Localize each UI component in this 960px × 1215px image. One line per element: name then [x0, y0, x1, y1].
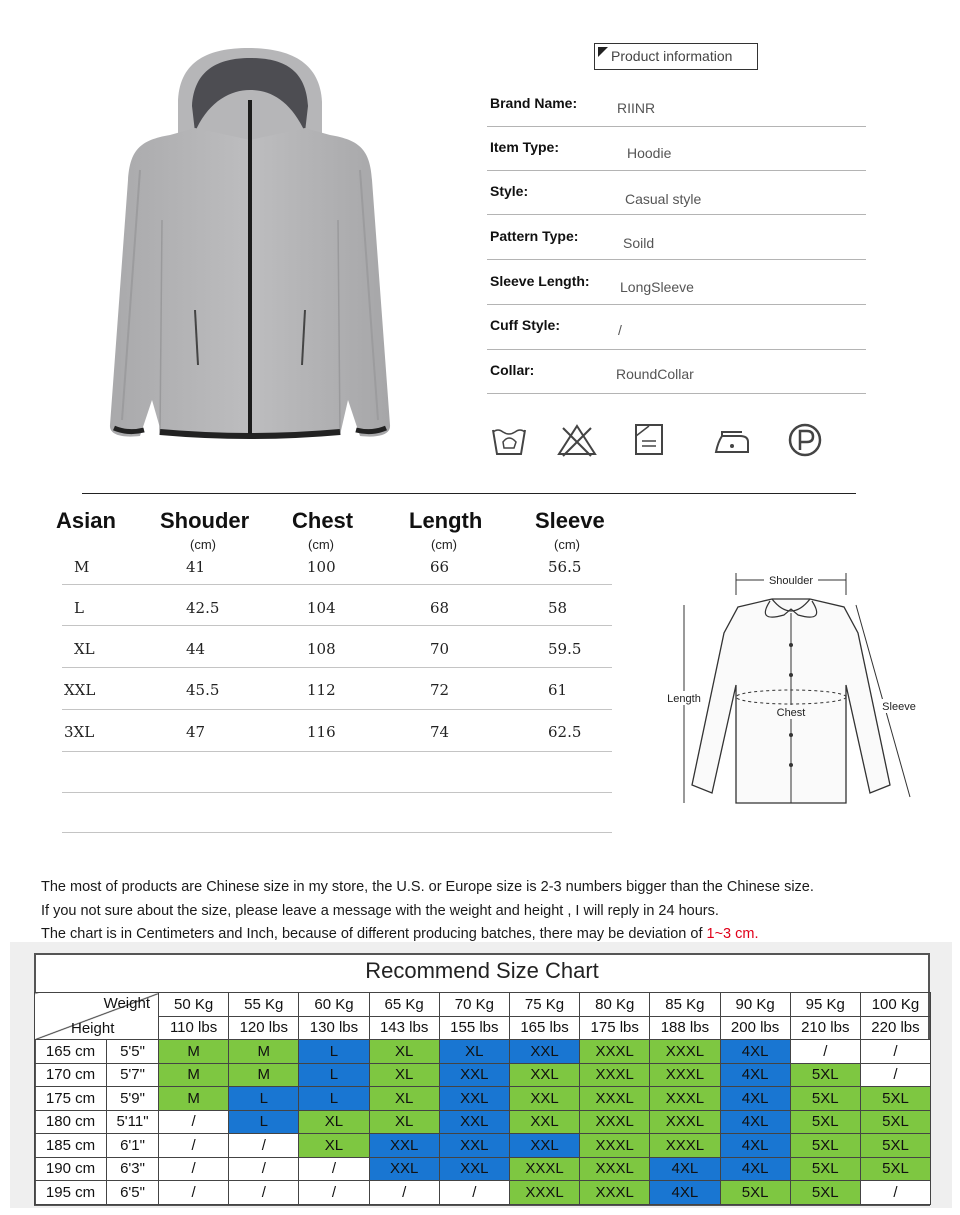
weight-kg-cell: 75 Kg: [509, 993, 579, 1017]
recommended-size-cell: XXL: [509, 1134, 579, 1158]
chest-label: Chest: [776, 707, 806, 719]
recommended-size-cell: XXXL: [650, 1110, 720, 1134]
size-value-cell: 41: [186, 558, 206, 576]
note-deviation-range: 1~3 cm.: [706, 926, 759, 942]
weight-lbs-cell: 210 lbs: [790, 1016, 860, 1040]
col-header-shoulder: Shouder: [160, 508, 250, 533]
note-size-difference: The most of products are Chinese size in my store, the U.S. or Europe size is 2-3 numbers bigger than the Chinese size.: [41, 879, 814, 895]
recommended-size-cell: XXXL: [650, 1063, 720, 1087]
recommended-size-cell: M: [229, 1040, 299, 1064]
height-cm-cell: 165 cm: [35, 1040, 107, 1064]
professional-clean-icon: [786, 422, 826, 458]
info-key: Collar:: [490, 362, 535, 378]
info-value: Hoodie: [627, 145, 672, 161]
recommended-size-cell: 4XL: [720, 1063, 790, 1087]
weight-kg-cell: 95 Kg: [790, 993, 860, 1017]
weight-lbs-cell: 155 lbs: [439, 1016, 509, 1040]
recommended-size-cell: L: [229, 1087, 299, 1111]
recommended-size-cell: /: [299, 1181, 369, 1205]
col-header-sleeve: Sleeve: [535, 508, 605, 533]
size-label-cell: XL: [74, 640, 95, 658]
info-value: /: [618, 322, 622, 338]
recommended-size-cell: XXXL: [580, 1134, 650, 1158]
info-value: Soild: [623, 235, 655, 251]
recommended-size-cell: 5XL: [860, 1087, 930, 1111]
weight-height-corner: [35, 993, 159, 1040]
recommended-size-cell: XL: [369, 1110, 439, 1134]
size-label-cell: XXL: [64, 681, 96, 699]
tumble-dry-icon: [631, 422, 671, 458]
info-key: Style:: [490, 183, 529, 199]
sleeve-label: Sleeve: [882, 701, 916, 713]
recommended-size-cell: 5XL: [860, 1134, 930, 1158]
info-value: Casual style: [625, 191, 702, 207]
info-row-pattern: [487, 216, 866, 260]
height-row: [35, 1110, 931, 1134]
recommended-size-cell: 5XL: [790, 1134, 860, 1158]
recommended-size-cell: XL: [439, 1040, 509, 1064]
recommended-size-cell: XXXL: [580, 1157, 650, 1181]
iron-icon: [712, 422, 752, 458]
weight-lbs-cell: 130 lbs: [299, 1016, 369, 1040]
hoodie-product-image: [100, 40, 400, 450]
info-value: RoundCollar: [616, 366, 694, 382]
recommended-size-cell: XXXL: [580, 1040, 650, 1064]
recommended-size-cell: 4XL: [650, 1181, 720, 1205]
recommended-size-cell: 4XL: [720, 1134, 790, 1158]
weight-kg-cell: 80 Kg: [580, 993, 650, 1017]
height-cm-cell: 185 cm: [35, 1134, 107, 1158]
weight-kg-row: [35, 993, 931, 1017]
info-value: RIINR: [617, 100, 656, 116]
info-key: Brand Name:: [490, 95, 578, 111]
recommended-size-cell: XXL: [439, 1134, 509, 1158]
info-row-style: [487, 171, 866, 215]
size-value-cell: 56.5: [548, 558, 582, 576]
recommended-size-cell: /: [159, 1157, 229, 1181]
height-ft-cell: 5'11": [107, 1110, 159, 1134]
weight-lbs-cell: 220 lbs: [860, 1016, 930, 1040]
recommended-size-cell: XXL: [509, 1063, 579, 1087]
height-cm-cell: 195 cm: [35, 1181, 107, 1205]
col-header-length: Length: [409, 508, 483, 533]
weight-lbs-cell: 110 lbs: [159, 1016, 229, 1040]
recommended-size-cell: 4XL: [720, 1040, 790, 1064]
weight-lbs-cell: 165 lbs: [509, 1016, 579, 1040]
recommended-size-cell: M: [159, 1087, 229, 1111]
weight-kg-cell: 70 Kg: [439, 993, 509, 1017]
recommended-size-cell: 4XL: [720, 1157, 790, 1181]
weight-lbs-cell: 188 lbs: [650, 1016, 720, 1040]
product-information-header: Product information: [594, 43, 758, 70]
recommended-size-cell: L: [299, 1040, 369, 1064]
size-value-cell: 108: [307, 640, 336, 658]
shoulder-label: Shoulder: [768, 575, 814, 587]
recommended-size-cell: M: [159, 1063, 229, 1087]
table-rule: [62, 667, 612, 668]
no-bleach-icon: [557, 422, 597, 458]
info-row-item-type: [487, 127, 866, 171]
info-key: Pattern Type:: [490, 228, 579, 244]
weight-lbs-cell: 143 lbs: [369, 1016, 439, 1040]
recommended-size-cell: XL: [369, 1040, 439, 1064]
height-row: [35, 1157, 931, 1181]
recommend-chart-title: Recommend Size Chart: [365, 958, 599, 983]
height-ft-cell: 5'9": [107, 1087, 159, 1111]
recommended-size-cell: XXL: [509, 1040, 579, 1064]
table-rule: [62, 832, 612, 833]
size-value-cell: 112: [307, 681, 336, 699]
recommended-size-cell: L: [299, 1087, 369, 1111]
recommended-size-cell: /: [159, 1110, 229, 1134]
recommended-size-cell: XXL: [509, 1087, 579, 1111]
height-ft-cell: 6'5": [107, 1181, 159, 1205]
recommended-size-cell: XXXL: [509, 1157, 579, 1181]
size-label-cell: M: [74, 558, 90, 576]
unit-label: (cm): [431, 537, 457, 552]
recommended-size-cell: /: [159, 1181, 229, 1205]
height-ft-cell: 6'1": [107, 1134, 159, 1158]
weight-lbs-cell: 200 lbs: [720, 1016, 790, 1040]
recommended-size-cell: XXL: [369, 1134, 439, 1158]
size-value-cell: 70: [430, 640, 450, 658]
weight-label: Weight: [103, 995, 150, 1012]
col-header-chest: Chest: [292, 508, 354, 533]
unit-label: (cm): [554, 537, 580, 552]
recommended-size-cell: /: [790, 1040, 860, 1064]
weight-kg-cell: 50 Kg: [159, 993, 229, 1017]
recommended-size-cell: XXL: [439, 1157, 509, 1181]
info-key: Cuff Style:: [490, 317, 560, 333]
recommended-size-cell: /: [229, 1134, 299, 1158]
size-value-cell: 66: [430, 558, 450, 576]
recommended-size-cell: L: [229, 1110, 299, 1134]
recommended-size-cell: 5XL: [790, 1110, 860, 1134]
recommended-size-cell: /: [860, 1181, 930, 1205]
size-value-cell: 59.5: [548, 640, 582, 658]
recommended-size-cell: 5XL: [860, 1157, 930, 1181]
info-value: LongSleeve: [620, 279, 694, 295]
weight-lbs-cell: 120 lbs: [229, 1016, 299, 1040]
recommended-size-cell: /: [229, 1157, 299, 1181]
recommended-size-cell: 5XL: [790, 1181, 860, 1205]
height-cm-cell: 175 cm: [35, 1087, 107, 1111]
weight-kg-cell: 65 Kg: [369, 993, 439, 1017]
height-row: [35, 1087, 931, 1111]
weight-kg-cell: 90 Kg: [720, 993, 790, 1017]
size-value-cell: 61: [548, 681, 568, 699]
recommended-size-cell: /: [299, 1157, 369, 1181]
table-rule: [62, 709, 612, 710]
size-value-cell: 47: [186, 723, 206, 741]
measurement-diagram: [660, 565, 920, 810]
corner-marker-icon: [598, 47, 608, 57]
info-row-brand: [487, 83, 866, 127]
size-value-cell: 58: [548, 599, 568, 617]
weight-kg-cell: 55 Kg: [229, 993, 299, 1017]
height-ft-cell: 6'3": [107, 1157, 159, 1181]
recommended-size-cell: XL: [299, 1134, 369, 1158]
weight-kg-cell: 85 Kg: [650, 993, 720, 1017]
recommended-size-cell: M: [229, 1063, 299, 1087]
recommended-size-cell: XXXL: [580, 1181, 650, 1205]
info-row-collar: [487, 350, 866, 394]
size-value-cell: 74: [430, 723, 450, 741]
size-value-cell: 68: [430, 599, 450, 617]
table-rule: [62, 625, 612, 626]
recommended-size-cell: /: [369, 1181, 439, 1205]
height-row: [35, 1134, 931, 1158]
recommended-size-cell: /: [229, 1181, 299, 1205]
info-row-sleeve-length: [487, 261, 866, 305]
weight-lbs-cell: 175 lbs: [580, 1016, 650, 1040]
recommended-size-cell: /: [860, 1063, 930, 1087]
weight-lbs-row: [35, 1016, 931, 1040]
size-value-cell: 104: [307, 599, 336, 617]
height-row: [35, 1063, 931, 1087]
length-label: Length: [667, 693, 701, 705]
info-key: Sleeve Length:: [490, 273, 590, 289]
note-deviation: [41, 926, 759, 942]
size-value-cell: 44: [186, 640, 206, 658]
recommended-size-cell: XXL: [439, 1110, 509, 1134]
height-cm-cell: 170 cm: [35, 1063, 107, 1087]
size-value-cell: 42.5: [186, 599, 220, 617]
recommended-size-cell: XL: [369, 1063, 439, 1087]
size-value-cell: 45.5: [186, 681, 220, 699]
height-ft-cell: 5'5": [107, 1040, 159, 1064]
recommended-size-cell: /: [860, 1040, 930, 1064]
recommended-size-cell: 5XL: [860, 1110, 930, 1134]
recommended-size-cell: 5XL: [790, 1087, 860, 1111]
size-value-cell: 72: [430, 681, 450, 699]
size-value-cell: 62.5: [548, 723, 582, 741]
col-header-asian: Asian: [56, 508, 116, 533]
recommended-size-cell: 4XL: [720, 1110, 790, 1134]
recommended-size-cell: /: [439, 1181, 509, 1205]
recommended-size-cell: 5XL: [720, 1181, 790, 1205]
height-row: [35, 1040, 931, 1064]
recommended-size-cell: XXXL: [509, 1181, 579, 1205]
recommended-size-cell: 4XL: [720, 1087, 790, 1111]
size-value-cell: 100: [307, 558, 336, 576]
size-value-cell: 116: [307, 723, 336, 741]
size-label-cell: 3XL: [64, 723, 95, 741]
recommended-size-cell: XXL: [369, 1157, 439, 1181]
recommended-size-cell: XXXL: [650, 1134, 720, 1158]
unit-label: (cm): [190, 537, 216, 552]
recommend-size-table: [34, 992, 931, 1205]
section-divider: [82, 493, 856, 494]
note-deviation-text: The chart is in Centimeters and Inch, because of different producing batches, there may be deviation of: [41, 926, 707, 942]
height-label: Height: [71, 1020, 115, 1037]
height-ft-cell: 5'7": [107, 1063, 159, 1087]
recommended-size-cell: 5XL: [790, 1063, 860, 1087]
unit-label: (cm): [308, 537, 334, 552]
height-cm-cell: 190 cm: [35, 1157, 107, 1181]
recommended-size-cell: XXXL: [650, 1087, 720, 1111]
recommended-size-cell: XXL: [439, 1063, 509, 1087]
recommended-size-cell: XXXL: [580, 1063, 650, 1087]
info-key: Item Type:: [490, 139, 559, 155]
height-cm-cell: 180 cm: [35, 1110, 107, 1134]
weight-kg-cell: 60 Kg: [299, 993, 369, 1017]
recommended-size-cell: XL: [299, 1110, 369, 1134]
recommended-size-cell: XXXL: [650, 1040, 720, 1064]
recommended-size-cell: XL: [369, 1087, 439, 1111]
recommended-size-cell: 4XL: [650, 1157, 720, 1181]
height-row: [35, 1181, 931, 1205]
recommended-size-cell: XXXL: [580, 1087, 650, 1111]
recommended-size-cell: XXL: [439, 1087, 509, 1111]
recommended-size-cell: L: [299, 1063, 369, 1087]
recommended-size-cell: XXL: [509, 1110, 579, 1134]
recommended-size-cell: 5XL: [790, 1157, 860, 1181]
table-rule: [62, 751, 612, 752]
recommended-size-cell: /: [159, 1134, 229, 1158]
recommended-size-cell: XXXL: [580, 1110, 650, 1134]
info-row-cuff-style: [487, 306, 866, 350]
recommended-size-cell: M: [159, 1040, 229, 1064]
note-contact: If you not sure about the size, please leave a message with the weight and height , I will reply in 24 hours.: [41, 903, 719, 919]
table-rule: [62, 584, 612, 585]
table-rule: [62, 792, 612, 793]
size-label-cell: L: [74, 599, 84, 617]
weight-kg-cell: 100 Kg: [860, 993, 930, 1017]
hand-wash-icon: [489, 422, 529, 458]
